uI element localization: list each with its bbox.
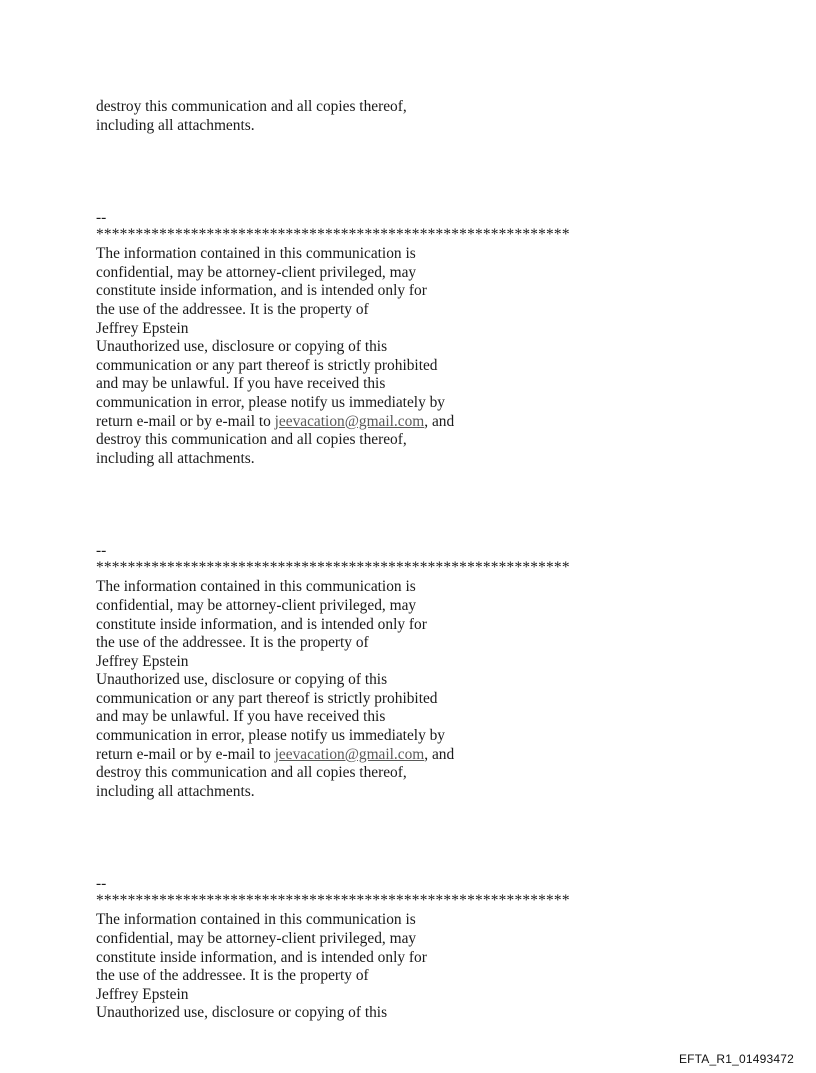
text-line: the use of the addressee. It is the property of	[96, 634, 369, 652]
text-fragment: , and	[424, 412, 455, 430]
asterisk-rule: ************************************************************	[96, 559, 570, 577]
text-line: communication or any part thereof is strictly prohibited	[96, 356, 438, 374]
text-line: the use of the addressee. It is the property of	[96, 967, 369, 985]
text-line: The information contained in this communication is	[96, 911, 416, 929]
text-line: and may be unlawful. If you have received this	[96, 375, 386, 393]
email-body	[96, 98, 656, 1023]
text-line: The information contained in this communication is	[96, 578, 416, 596]
text-line: including all attachments.	[96, 116, 255, 134]
text-line: confidential, may be attorney-client privileged, may	[96, 263, 417, 281]
text-line	[96, 413, 656, 432]
text-line: constitute inside information, and is intended only for	[96, 282, 427, 300]
disclaimer-block-1	[96, 209, 656, 468]
text-line: destroy this communication and all copies thereof,	[96, 98, 407, 115]
email-link[interactable]: jeevacation@gmail.com	[274, 412, 425, 430]
text-line: destroy this communication and all copies thereof,	[96, 764, 407, 782]
text-line: communication or any part thereof is strictly prohibited	[96, 689, 438, 707]
text-line: Unauthorized use, disclosure or copying of this	[96, 1004, 388, 1022]
text-line: destroy this communication and all copies thereof,	[96, 431, 407, 449]
text-line: Jeffrey Epstein	[96, 985, 189, 1003]
text-line: The information contained in this communication is	[96, 245, 416, 263]
text-fragment: return e-mail or by e-mail to	[96, 412, 275, 430]
signature-separator: --	[96, 209, 107, 227]
text-line: confidential, may be attorney-client privileged, may	[96, 596, 417, 614]
signature-separator: --	[96, 875, 107, 893]
top-fragment	[96, 98, 656, 135]
text-line: communication in error, please notify us immediately by	[96, 727, 446, 745]
text-line: confidential, may be attorney-client privileged, may	[96, 930, 417, 948]
document-id-footer: EFTA_R1_01493472	[678, 1052, 794, 1066]
text-line: communication in error, please notify us immediately by	[96, 393, 446, 411]
text-line: Jeffrey Epstein	[96, 319, 189, 337]
disclaimer-block-2	[96, 542, 656, 801]
text-line: constitute inside information, and is intended only for	[96, 615, 427, 633]
text-fragment: return e-mail or by e-mail to	[96, 745, 275, 763]
text-line: Jeffrey Epstein	[96, 652, 189, 670]
text-line: constitute inside information, and is intended only for	[96, 948, 427, 966]
text-line: including all attachments.	[96, 449, 255, 467]
asterisk-rule: ************************************************************	[96, 892, 570, 910]
email-link[interactable]: jeevacation@gmail.com	[274, 745, 425, 763]
asterisk-rule: ************************************************************	[96, 226, 570, 244]
text-fragment: , and	[424, 745, 455, 763]
text-line: the use of the addressee. It is the property of	[96, 300, 369, 318]
text-line	[96, 746, 656, 765]
text-line: Unauthorized use, disclosure or copying of this	[96, 338, 388, 356]
disclaimer-block-3	[96, 875, 656, 1023]
text-line: and may be unlawful. If you have received this	[96, 708, 386, 726]
text-line: including all attachments.	[96, 782, 255, 800]
text-line: Unauthorized use, disclosure or copying of this	[96, 671, 388, 689]
signature-separator: --	[96, 542, 107, 560]
